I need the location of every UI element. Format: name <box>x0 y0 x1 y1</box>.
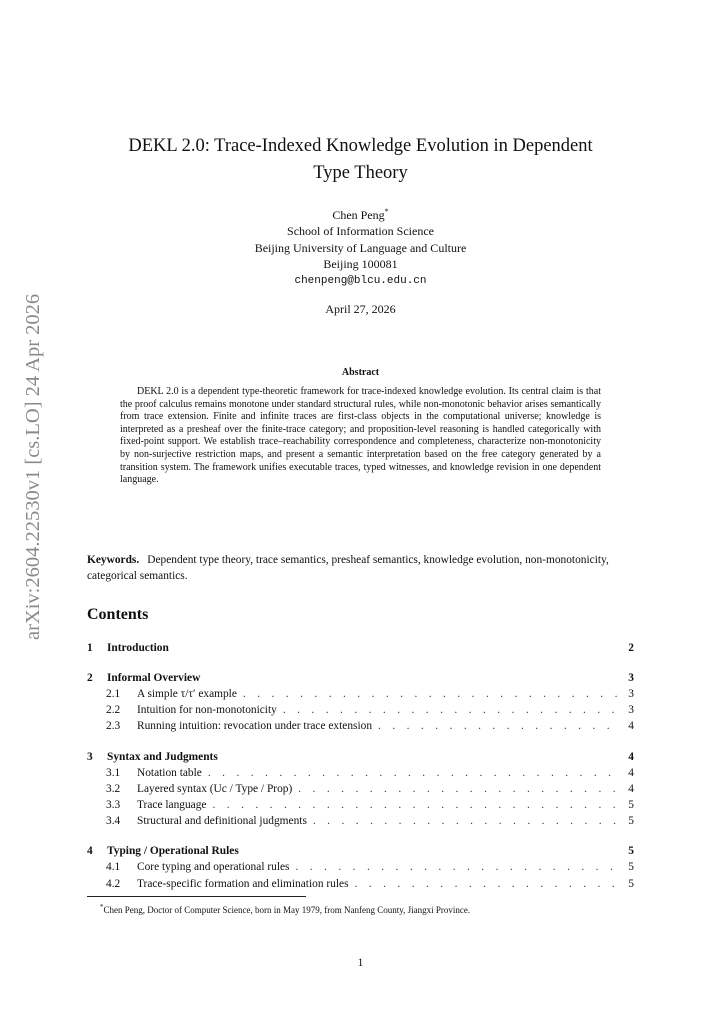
toc-subsection-entry[interactable] <box>87 702 634 718</box>
toc-page-number: 2 <box>628 642 634 654</box>
toc-subsection-title: Trace-specific formation and elimination rules <box>137 877 349 890</box>
toc-subsection-entry[interactable] <box>87 876 634 892</box>
toc-section-title: Syntax and Judgments <box>107 750 218 763</box>
author-email[interactable]: chenpeng@blcu.edu.cn <box>294 274 427 287</box>
table-of-contents <box>87 640 634 892</box>
toc-section-title: Introduction <box>107 642 169 654</box>
toc-subsection-number: 3.3 <box>106 798 121 811</box>
paper-title <box>0 133 721 187</box>
keywords-paragraph <box>87 552 634 584</box>
affiliation-line: Beijing University of Language and Culture <box>254 240 467 255</box>
author-block <box>0 204 721 289</box>
toc-section-number: 3 <box>87 750 93 763</box>
toc-section-title: Informal Overview <box>107 672 201 684</box>
toc-leader-dots <box>378 718 620 734</box>
toc-page-number: 5 <box>628 798 634 811</box>
toc-leader-dots <box>212 797 620 813</box>
keywords-text: Dependent type theory, trace semantics, presheaf semantics, knowledge evolution, non-monotonicity, categorical semantics. <box>87 554 609 582</box>
toc-subsection-entry[interactable] <box>87 765 634 781</box>
toc-section-number: 1 <box>87 642 93 654</box>
toc-subsection-entry[interactable] <box>87 718 634 734</box>
page-number: 1 <box>357 957 364 969</box>
toc-leader-dots <box>283 702 620 718</box>
footnote: *Chen Peng, Doctor of Computer Science, born in May 1979, from Nanfeng County, Jiangxi Province. <box>100 903 471 915</box>
toc-subsection-number: 3.2 <box>106 782 121 795</box>
toc-subsection-title: Notation table <box>137 766 202 779</box>
toc-subsection-entry[interactable] <box>87 781 634 797</box>
author-name: Chen Peng* <box>332 207 389 222</box>
toc-page-number: 5 <box>628 861 634 874</box>
abstract-text: DEKL 2.0 is a dependent type-theoretic framework for trace-indexed knowledge evolution. Its central claim is that the proof calculus remains monotone under standard structural rules, while non-monotonic behavior arises semantically from trace extension. Finite and infinite traces are first-class objects in the computational universe; knowledge is interpreted as a presheaf over the finite-trace category; and proposition-level reasoning is handled categorically with fixed-point support. We establish trace–reachability correspondence and completeness, characterize non-monotonicity by non-surjective restriction maps, and present a semantic interpretation based on the free category generated by a transition system. The framework unifies executable traces, typed witnesses, and knowledge revision in one dependent language. <box>120 386 601 486</box>
toc-subsection-title: Structural and definitional judgments <box>137 815 307 828</box>
keywords-label: Keywords. <box>87 554 140 566</box>
affiliation-line: School of Information Science <box>287 224 434 239</box>
toc-subsection-title: Running intuition: revocation under trace extension <box>137 720 373 733</box>
toc-page-number: 3 <box>628 688 634 700</box>
toc-section-entry[interactable] <box>87 640 634 656</box>
toc-subsection-title: Layered syntax (Uc / Type / Prop) <box>137 782 293 795</box>
toc-section-title: Typing / Operational Rules <box>107 845 239 858</box>
toc-leader-dots <box>295 859 620 875</box>
toc-page-number: 3 <box>628 672 634 684</box>
title-line-1: DEKL 2.0: Trace-Indexed Knowledge Evolution in Dependent <box>128 136 593 156</box>
toc-page-number: 4 <box>628 782 634 795</box>
toc-subsection-title: Trace language <box>137 798 207 811</box>
toc-section-entry[interactable] <box>87 749 634 765</box>
toc-subsection-title: Core typing and operational rules <box>137 861 290 874</box>
title-line-2: Type Theory <box>313 163 408 183</box>
contents-heading: Contents <box>87 606 149 623</box>
toc-page-number: 5 <box>628 877 634 890</box>
toc-page-number: 4 <box>628 766 634 779</box>
toc-subsection-entry[interactable] <box>87 797 634 813</box>
toc-section-entry[interactable] <box>87 843 634 859</box>
toc-subsection-number: 2.3 <box>106 720 121 733</box>
toc-section-number: 2 <box>87 672 93 684</box>
toc-page-number: 3 <box>628 704 634 717</box>
affiliation-line: Beijing 100081 <box>323 257 398 272</box>
toc-subsection-number: 2.2 <box>106 704 121 717</box>
toc-page-number: 4 <box>628 720 634 733</box>
toc-page-number: 5 <box>628 845 634 858</box>
abstract-heading: Abstract <box>341 367 380 378</box>
toc-subsection-number: 3.4 <box>106 815 121 828</box>
toc-subsection-entry[interactable] <box>87 859 634 875</box>
toc-subsection-number: 2.1 <box>106 688 121 700</box>
toc-leader-dots <box>208 765 620 781</box>
toc-page-number: 4 <box>628 750 634 763</box>
toc-leader-dots <box>313 813 620 829</box>
toc-subsection-number: 4.1 <box>106 861 121 874</box>
arxiv-sidebar-stamp: arXiv:2604.22530v1 [cs.LO] 24 Apr 2026 <box>22 293 44 640</box>
toc-page-number: 5 <box>628 815 634 828</box>
toc-leader-dots <box>355 876 620 892</box>
toc-subsection-title: A simple τ/τ′ example <box>137 688 237 700</box>
toc-section-entry[interactable] <box>87 670 634 686</box>
paper-date: April 27, 2026 <box>325 302 396 316</box>
toc-subsection-entry[interactable] <box>87 686 634 702</box>
footnote-rule <box>87 896 306 897</box>
toc-subsection-number: 4.2 <box>106 877 121 890</box>
toc-leader-dots <box>243 686 620 702</box>
toc-subsection-number: 3.1 <box>106 766 121 779</box>
toc-subsection-title: Intuition for non-monotonicity <box>137 704 277 717</box>
toc-leader-dots <box>298 781 620 797</box>
toc-subsection-entry[interactable] <box>87 813 634 829</box>
toc-section-number: 4 <box>87 845 93 858</box>
